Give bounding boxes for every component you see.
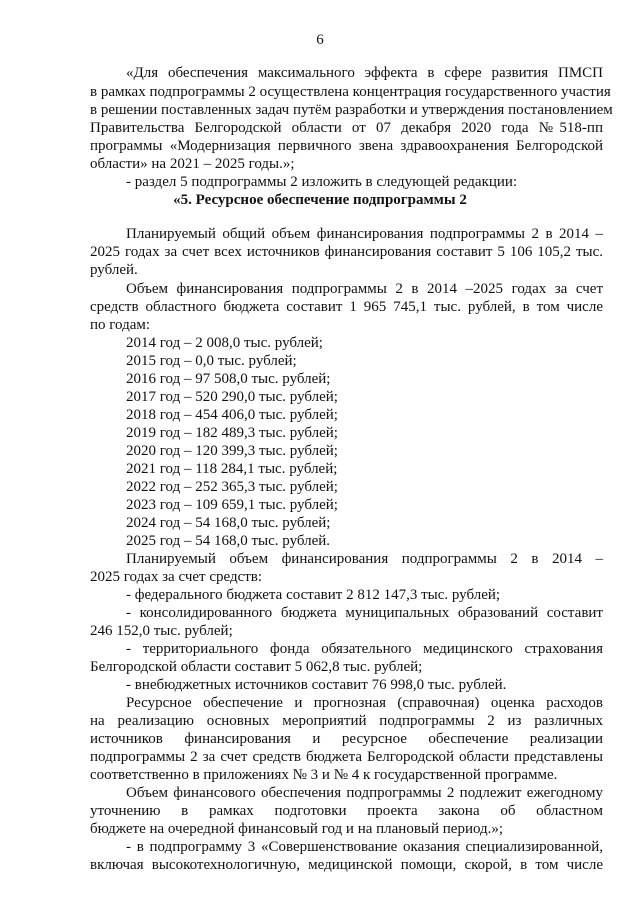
resource-line-2: на реализацию основных мероприятий подпрограммы 2 из различных [90,713,603,729]
total-line-3: рублей. [90,262,138,278]
intro-line-6: области» на 2021 – 2025 годы.»; [90,156,295,172]
page-number: 6 [316,32,324,48]
intro-line-2: в рамках подпрограммы 2 осуществлена концентрация государственного участия [90,84,611,100]
year-2021: 2021 год – 118 284,1 тыс. рублей; [126,461,338,477]
year-2025: 2025 год – 54 168,0 тыс. рублей. [126,533,331,549]
regional-line-1: Объем финансирования подпрограммы 2 в 2014 –2025 годах за счет [126,281,603,297]
refinement-line-3: бюджете на очередной финансовый год и на плановый период.»; [90,821,504,837]
final-line-1: - в подпрограмму 3 «Совершенствование оказания специализированной, [126,839,603,855]
year-2023: 2023 год – 109 659,1 тыс. рублей; [126,497,338,513]
section-heading: «5. Ресурсное обеспечение подпрограммы 2 [173,192,467,208]
intro-line-4: Правительства Белгородской области от 07 декабря 2020 года №518-пп [90,120,603,136]
year-2020: 2020 год – 120 399,3 тыс. рублей; [126,443,338,459]
total-line-1: Планируемый общий объем финансирования подпрограммы 2 в 2014 – [126,226,603,242]
source-fund-line-2: Белгородской области составит 5 062,8 тыс. рублей; [90,659,423,675]
regional-line-3: по годам: [90,317,151,333]
sources-line-1: Планируемый объем финансирования подпрограммы 2 в 2014 – [126,551,603,567]
year-2018: 2018 год – 454 406,0 тыс. рублей; [126,407,338,423]
year-2017: 2017 год – 520 290,0 тыс. рублей; [126,389,338,405]
source-federal: - федерального бюджета составит 2 812 147,3 тыс. рублей; [126,587,501,603]
final-line-2: включая высокотехнологичную, медицинской помощи, скорой, в том числе [90,857,603,873]
intro-line-5: программы «Модернизация первичного звена здравоохранения Белгородской [90,138,603,154]
resource-line-1: Ресурсное обеспечение и прогнозная (справочная) оценка расходов [126,695,603,711]
year-2022: 2022 год – 252 365,3 тыс. рублей; [126,479,338,495]
intro-line-3: в решении поставленных задач путём разработки и утверждения постановлением [90,102,613,118]
source-municipal-line-1: - консолидированного бюджета муниципальных образований составит [126,605,603,621]
intro-line-1: «Для обеспечения максимального эффекта в сфере развития ПМСП [126,65,603,81]
sources-line-2: 2025 годах за счет средств: [90,569,263,585]
total-line-2: 2025 годах за счет всех источников финансирования составит 5 106 105,2 тыс. [90,244,603,260]
resource-line-3: источников финансирования и ресурсное обеспечение реализации [90,731,603,747]
refinement-line-2: уточнению в рамках подготовки проекта закона об областном [90,803,603,819]
resource-line-4: подпрограммы 2 за счет средств бюджета Белгородской области представлены [90,749,603,765]
regional-line-2: средств областного бюджета составит 1 965 745,1 тыс. рублей, в том числе [90,299,603,315]
year-2014: 2014 год – 2 008,0 тыс. рублей; [126,335,323,351]
year-2019: 2019 год – 182 489,3 тыс. рублей; [126,425,338,441]
year-2016: 2016 год – 97 508,0 тыс. рублей; [126,371,331,387]
source-municipal-line-2: 246 152,0 тыс. рублей; [90,623,233,639]
refinement-line-1: Объем финансового обеспечения подпрограммы 2 подлежит ежегодному [126,785,603,801]
source-extrabudget: - внебюджетных источников составит 76 998,0 тыс. рублей. [126,677,507,693]
year-2024: 2024 год – 54 168,0 тыс. рублей; [126,515,331,531]
resource-line-5: соответственно в приложениях № 3 и № 4 к государственной программе. [90,767,558,783]
year-2015: 2015 год – 0,0 тыс. рублей; [126,353,297,369]
source-fund-line-1: - территориального фонда обязательного медицинского страхования [126,641,603,657]
section-instruction: - раздел 5 подпрограммы 2 изложить в следующей редакции: [126,174,518,190]
